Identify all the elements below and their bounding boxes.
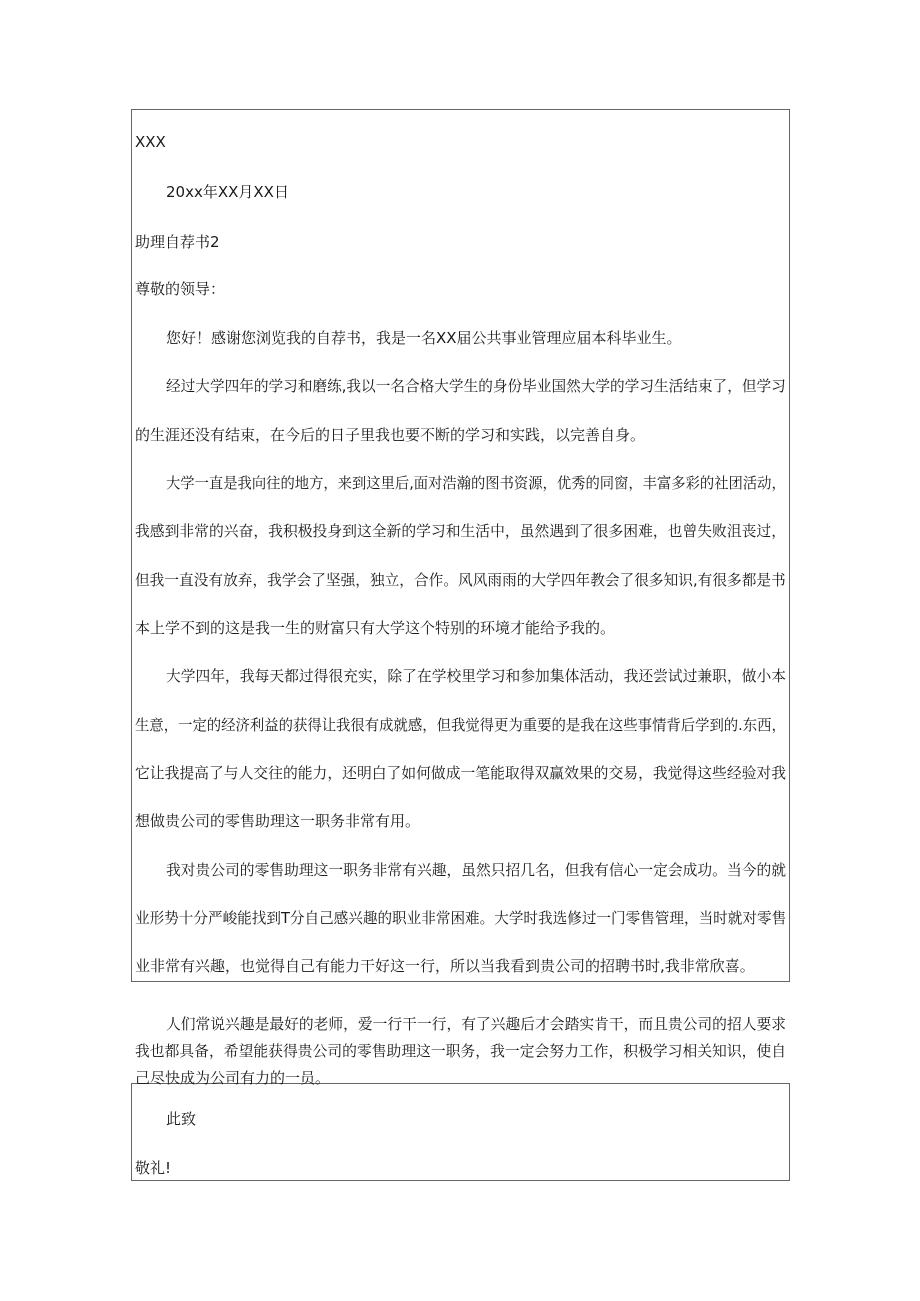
paragraph-6-line-2: 我也都具备，希望能获得贵公司的零售助理这一职务，我一定会努力工作，积极学习相关知识，使自 [135, 1042, 787, 1060]
letter-date: 20xx年XX月XX日 [166, 183, 289, 201]
paragraph-4-line-1: 大学四年，我每天都过得很充实，除了在学校里学习和参加集体活动，我还尝试过兼职，做小本 [166, 667, 786, 685]
letter-frame-top [131, 109, 790, 982]
paragraph-5-line-3: 业非常有兴趣，也觉得自己有能力干好这一行，所以当我看到贵公司的招聘书时,我非常欣喜。 [135, 957, 755, 975]
regards: 敬礼! [135, 1159, 172, 1177]
paragraph-5-line-2: 业形势十分严峻能找到T分自己感兴趣的职业非常困难。大学时我选修过一门零售管理，当时就对零售 [135, 909, 787, 927]
sender-name: XXX [135, 133, 166, 151]
closing: 此致 [166, 1110, 197, 1128]
paragraph-3-line-3: 但我一直没有放弃，我学会了坚强，独立，合作。风风雨雨的大学四年教会了很多知识,有很多都是书 [135, 571, 786, 589]
paragraph-6-line-3: 己尽快成为公司有力的一员。 [135, 1069, 331, 1087]
paragraph-3-line-4: 本上学不到的这是我一生的财富只有大学这个特别的环境才能给予我的。 [135, 619, 616, 637]
salutation: 尊敬的领导： [135, 280, 226, 298]
paragraph-1-line-1: 您好！感谢您浏览我的自荐书，我是一名XX届公共事业管理应届本科毕业生。 [166, 329, 682, 347]
document-title: 助理自荐书2 [135, 233, 220, 251]
paragraph-3-line-2: 我感到非常的兴奋，我积极投身到这全新的学习和生活中，虽然遇到了很多困难，也曾失败沮丧过， [135, 522, 787, 540]
paragraph-4-line-3: 它让我提高了与人交往的能力，还明白了如何做成一笔能取得双赢效果的交易，我觉得这些经验对我 [135, 764, 787, 782]
paragraph-4-line-4: 想做贵公司的零售助理这一职务非常有用。 [135, 812, 421, 830]
paragraph-6-line-1: 人们常说兴趣是最好的老师，爱一行干一行，有了兴趣后才会踏实肯干，而且贵公司的招人要求 [166, 1015, 786, 1033]
paragraph-2-line-1: 经过大学四年的学习和磨练,我以一名合格大学生的身份毕业国然大学的学习生活结束了，但学习 [166, 377, 786, 395]
paragraph-5-line-1: 我对贵公司的零售助理这一职务非常有兴趣，虽然只招几名，但我有信心一定会成功。当今的就 [166, 861, 786, 879]
paragraph-3-line-1: 大学一直是我向往的地方，来到这里后,面对浩瀚的图书资源，优秀的同窗，丰富多彩的社团活动， [166, 474, 786, 492]
letter-frame-bottom [131, 1083, 790, 1181]
paragraph-2-line-2: 的生涯还没有结束，在今后的日子里我也要不断的学习和实践，以完善自身。 [135, 426, 646, 444]
paragraph-4-line-2: 生意，一定的经济利益的获得让我很有成就感，但我觉得更为重要的是我在这些事情背后学到的.东西， [135, 716, 786, 734]
